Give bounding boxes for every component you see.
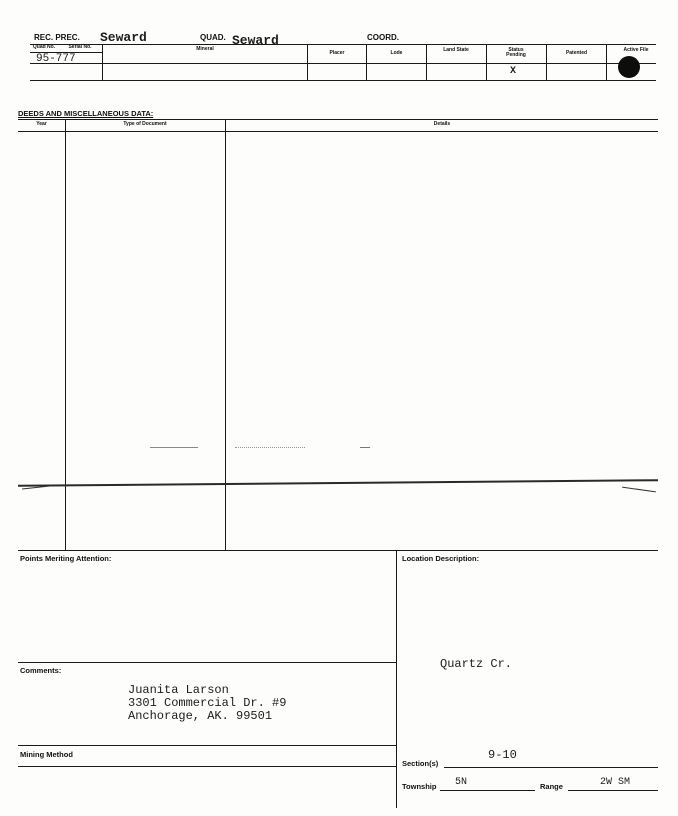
township-underline xyxy=(440,790,535,791)
col-divider-active xyxy=(606,44,607,80)
col-type-of-document: Type of Document xyxy=(123,121,167,127)
lower-center-divider xyxy=(396,550,397,808)
col-lode: Lode xyxy=(390,50,403,56)
col-placer: Placer xyxy=(329,50,345,56)
deeds-divider-type xyxy=(225,119,226,550)
township-value: 5N xyxy=(455,777,468,788)
rec-prec-label: REC. PREC. xyxy=(34,33,80,42)
header-bottom-rule xyxy=(30,80,656,81)
scan-mark xyxy=(622,487,656,493)
scan-streak xyxy=(18,479,658,487)
section-underline xyxy=(444,767,658,768)
col-serial-no: Serial No. xyxy=(68,44,92,50)
col-land-state: Land State xyxy=(443,47,469,53)
mining-method-label: Mining Method xyxy=(20,750,73,759)
range-value: 2W SM xyxy=(600,777,631,788)
col-quad-no: Quad No. xyxy=(32,44,56,50)
col-divider-placer xyxy=(307,44,308,80)
section-label: Section(s) xyxy=(402,759,439,768)
coord-label: COORD. xyxy=(367,33,399,42)
range-label: Range xyxy=(540,782,563,791)
comments-line-2: 3301 Commercial Dr. #9 xyxy=(128,696,287,710)
scan-mark xyxy=(360,447,370,448)
deeds-section-title: DEEDS AND MISCELLANEOUS DATA: xyxy=(18,109,154,118)
header-mid-rule xyxy=(30,63,656,64)
col-divider-lode xyxy=(366,44,367,80)
col-divider-land-state xyxy=(426,44,427,80)
section-value: 9-10 xyxy=(488,748,517,762)
comments-bottom-rule xyxy=(18,745,396,746)
quad-value: Seward xyxy=(232,33,279,48)
points-bottom-rule xyxy=(18,662,396,663)
col-divider-status xyxy=(486,44,487,80)
township-label: Township xyxy=(402,782,437,791)
quad-serial-value: 95-777 xyxy=(36,53,76,65)
points-meriting-attention-label: Points Meriting Attention: xyxy=(20,554,112,563)
quad-label: QUAD. xyxy=(200,33,226,42)
col-patented: Patented xyxy=(565,50,588,56)
col-divider-patented xyxy=(546,44,547,80)
col-mineral: Mineral xyxy=(196,46,214,52)
rec-prec-value: Seward xyxy=(100,30,147,45)
col-year: Year xyxy=(36,121,47,127)
col-active-file: Active File xyxy=(623,47,649,53)
deeds-bottom-rule xyxy=(18,550,658,551)
range-underline xyxy=(568,790,658,791)
location-description-value: Quartz Cr. xyxy=(440,657,513,671)
location-description-label: Location Description: xyxy=(402,554,480,563)
comments-label: Comments: xyxy=(20,666,62,675)
comments-line-3: Anchorage, AK. 99501 xyxy=(128,709,273,723)
col-details: Details xyxy=(433,121,451,127)
col-status-pending: Status Pending xyxy=(506,47,526,58)
deeds-top-rule xyxy=(18,119,658,120)
scan-mark xyxy=(235,447,305,448)
scan-mark xyxy=(150,447,198,448)
mining-method-bottom-rule xyxy=(18,766,396,767)
deeds-header-rule xyxy=(18,131,658,132)
header-top-rule xyxy=(30,44,656,45)
active-file-dot-mark xyxy=(618,56,640,78)
status-pending-mark: X xyxy=(510,66,517,77)
comments-line-1: Juanita Larson xyxy=(128,683,229,697)
